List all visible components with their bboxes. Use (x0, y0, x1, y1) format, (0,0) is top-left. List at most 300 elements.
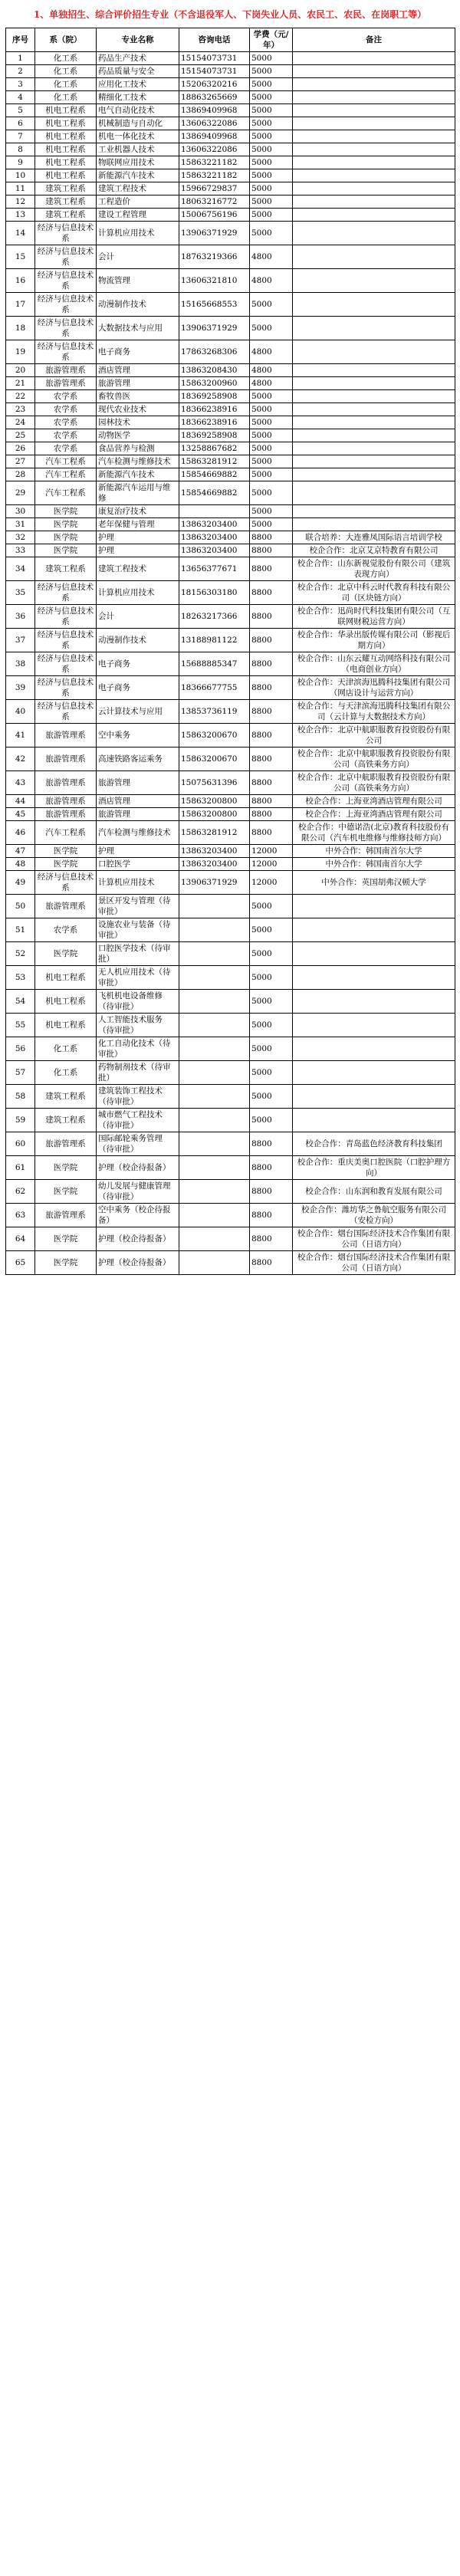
cell-phone (179, 505, 250, 518)
cell-phone: 13606322086 (179, 117, 250, 130)
cell-note (293, 156, 455, 169)
table-row (6, 1227, 455, 1251)
cell-note (293, 895, 455, 918)
cell-note (293, 942, 455, 966)
cell-major: 机械制造与自动化 (97, 117, 179, 130)
table-row (6, 317, 455, 340)
cell-note (293, 364, 455, 377)
table-row (6, 377, 455, 390)
table-row (6, 629, 455, 652)
cell-phone (179, 1204, 250, 1227)
cell-note: 校企合作：青岛蓝色经济教育科技集团 (293, 1132, 455, 1156)
cell-fee: 4800 (250, 377, 293, 390)
cell-note (293, 1037, 455, 1061)
cell-fee: 5000 (250, 91, 293, 104)
cell-phone: 13258867682 (179, 442, 250, 455)
cell-fee: 5000 (250, 416, 293, 429)
cell-fee: 5000 (250, 895, 293, 918)
cell-phone: 13656377671 (179, 557, 250, 581)
cell-no: 35 (6, 581, 35, 605)
cell-fee: 8800 (250, 700, 293, 724)
cell-note (293, 1109, 455, 1132)
cell-dept: 化工系 (35, 65, 97, 78)
cell-fee: 8800 (250, 1204, 293, 1227)
cell-dept: 旅游管理系 (35, 895, 97, 918)
cell-note: 中外合作：英国胡弗汉顿大学 (293, 871, 455, 895)
cell-dept: 汽车工程系 (35, 455, 97, 468)
cell-phone (179, 1037, 250, 1061)
cell-phone: 15966729837 (179, 182, 250, 196)
cell-note (293, 416, 455, 429)
cell-fee: 5000 (250, 1085, 293, 1109)
cell-fee: 5000 (250, 442, 293, 455)
cell-dept: 机电工程系 (35, 104, 97, 117)
table-row (6, 808, 455, 821)
cell-no: 55 (6, 1014, 35, 1037)
cell-phone: 15863200960 (179, 377, 250, 390)
cell-no: 6 (6, 117, 35, 130)
header-dept: 系（院） (35, 28, 97, 52)
cell-dept: 旅游管理系 (35, 1204, 97, 1227)
cell-fee: 5000 (250, 104, 293, 117)
cell-phone: 15863221182 (179, 169, 250, 182)
cell-dept: 农学系 (35, 416, 97, 429)
cell-major: 物流管理 (97, 269, 179, 293)
cell-dept: 经济与信息技术系 (35, 293, 97, 317)
cell-note (293, 1014, 455, 1037)
cell-no: 61 (6, 1156, 35, 1180)
cell-fee: 5000 (250, 1037, 293, 1061)
table-row (6, 340, 455, 364)
cell-major: 动物医学 (97, 429, 179, 442)
cell-dept: 化工系 (35, 1037, 97, 1061)
cell-note (293, 505, 455, 518)
cell-note: 校企合作：北京中科云时代教育科技有限公司（区块链方向） (293, 581, 455, 605)
cell-major: 老年保健与管理 (97, 518, 179, 531)
cell-major: 精细化工技术 (97, 91, 179, 104)
cell-no: 39 (6, 676, 35, 700)
cell-note (293, 293, 455, 317)
cell-no: 2 (6, 65, 35, 78)
cell-phone: 13863203400 (179, 531, 250, 544)
cell-major: 酒店管理 (97, 795, 179, 808)
cell-dept: 农学系 (35, 390, 97, 403)
cell-dept: 旅游管理系 (35, 748, 97, 771)
cell-fee: 8800 (250, 676, 293, 700)
cell-no: 38 (6, 652, 35, 676)
cell-major: 电子商务 (97, 340, 179, 364)
cell-major: 物联网应用技术 (97, 156, 179, 169)
cell-no: 60 (6, 1132, 35, 1156)
cell-major: 建筑工程技术 (97, 557, 179, 581)
cell-fee: 5000 (250, 293, 293, 317)
cell-fee: 8800 (250, 1132, 293, 1156)
cell-dept: 建筑工程系 (35, 209, 97, 222)
cell-fee: 8800 (250, 531, 293, 544)
cell-dept: 经济与信息技术系 (35, 317, 97, 340)
cell-note: 校企合作：与天津滨海迅腾科技集团有限公司（云计算与大数据技术方向） (293, 700, 455, 724)
cell-fee: 12000 (250, 871, 293, 895)
cell-no: 13 (6, 209, 35, 222)
cell-note (293, 269, 455, 293)
cell-no: 24 (6, 416, 35, 429)
cell-no: 30 (6, 505, 35, 518)
header-no: 序号 (6, 28, 35, 52)
cell-fee: 8800 (250, 1180, 293, 1204)
cell-note (293, 390, 455, 403)
cell-phone: 15863200670 (179, 724, 250, 748)
cell-fee: 5000 (250, 78, 293, 91)
cell-phone: 13863208430 (179, 364, 250, 377)
cell-major: 计算机应用技术 (97, 581, 179, 605)
cell-no: 20 (6, 364, 35, 377)
cell-fee: 5000 (250, 990, 293, 1014)
cell-major: 药品质量与安全 (97, 65, 179, 78)
cell-phone: 13188981122 (179, 629, 250, 652)
cell-dept: 化工系 (35, 1061, 97, 1085)
table-row (6, 104, 455, 117)
cell-no: 40 (6, 700, 35, 724)
header-phone: 咨询电话 (179, 28, 250, 52)
cell-note: 校企合作：北京中航职服教育投资股份有限公司 (293, 724, 455, 748)
cell-fee: 5000 (250, 468, 293, 481)
cell-fee: 4800 (250, 364, 293, 377)
table-row (6, 895, 455, 918)
cell-major: 护理（校企待报备） (97, 1227, 179, 1251)
cell-phone (179, 1132, 250, 1156)
cell-fee: 5000 (250, 182, 293, 196)
cell-no: 19 (6, 340, 35, 364)
table-row (6, 416, 455, 429)
table-row (6, 557, 455, 581)
cell-note (293, 377, 455, 390)
cell-fee: 5000 (250, 117, 293, 130)
cell-dept: 机电工程系 (35, 169, 97, 182)
cell-major: 化工自动化技术（待审批） (97, 1037, 179, 1061)
table-row (6, 966, 455, 990)
cell-fee: 5000 (250, 222, 293, 245)
cell-phone: 17863268306 (179, 340, 250, 364)
cell-no: 3 (6, 78, 35, 91)
cell-major: 工业机器人技术 (97, 143, 179, 156)
cell-fee: 8800 (250, 808, 293, 821)
cell-note (293, 222, 455, 245)
table-row (6, 700, 455, 724)
cell-phone (179, 990, 250, 1014)
cell-note (293, 182, 455, 196)
cell-note (293, 966, 455, 990)
cell-phone: 15154073731 (179, 65, 250, 78)
cell-fee: 4800 (250, 340, 293, 364)
cell-phone: 18156303180 (179, 581, 250, 605)
cell-no: 17 (6, 293, 35, 317)
cell-fee: 5000 (250, 156, 293, 169)
cell-no: 44 (6, 795, 35, 808)
cell-major: 应用化工技术 (97, 78, 179, 91)
cell-fee: 5000 (250, 518, 293, 531)
cell-major: 工程造价 (97, 196, 179, 209)
table-row (6, 1037, 455, 1061)
cell-dept: 农学系 (35, 403, 97, 416)
cell-no: 49 (6, 871, 35, 895)
cell-dept: 旅游管理系 (35, 377, 97, 390)
cell-no: 45 (6, 808, 35, 821)
cell-phone: 13863203400 (179, 858, 250, 871)
cell-no: 54 (6, 990, 35, 1014)
cell-dept: 机电工程系 (35, 156, 97, 169)
admissions-table (5, 28, 455, 1275)
table-row (6, 581, 455, 605)
cell-fee: 5000 (250, 429, 293, 442)
cell-fee: 5000 (250, 390, 293, 403)
cell-fee: 5000 (250, 1014, 293, 1037)
cell-no: 23 (6, 403, 35, 416)
cell-dept: 农学系 (35, 918, 97, 942)
cell-phone (179, 1227, 250, 1251)
cell-note: 校企合作：上海亚湾酒店管理有限公司 (293, 795, 455, 808)
table-row (6, 942, 455, 966)
cell-major: 幼儿发展与健康管理（待审批） (97, 1180, 179, 1204)
table-row (6, 652, 455, 676)
cell-dept: 建筑工程系 (35, 1109, 97, 1132)
cell-no: 10 (6, 169, 35, 182)
cell-no: 9 (6, 156, 35, 169)
cell-dept: 经济与信息技术系 (35, 222, 97, 245)
table-row (6, 403, 455, 416)
cell-dept: 经济与信息技术系 (35, 676, 97, 700)
cell-fee: 12000 (250, 858, 293, 871)
table-row (6, 245, 455, 269)
table-row (6, 196, 455, 209)
table-header-row (6, 28, 455, 52)
table-row (6, 269, 455, 293)
cell-dept: 医学院 (35, 1227, 97, 1251)
cell-phone (179, 895, 250, 918)
table-row (6, 531, 455, 544)
cell-major: 食品营养与检测 (97, 442, 179, 455)
cell-major: 空中乘务 (97, 724, 179, 748)
cell-note (293, 196, 455, 209)
table-row (6, 1156, 455, 1180)
cell-note (293, 403, 455, 416)
cell-no: 47 (6, 845, 35, 858)
cell-phone (179, 1251, 250, 1275)
cell-phone: 15863200800 (179, 808, 250, 821)
cell-major: 建筑工程技术 (97, 182, 179, 196)
cell-fee: 5000 (250, 966, 293, 990)
cell-major: 汽车检测与维修技术 (97, 821, 179, 845)
cell-note: 校企合作：中德诺浩(北京)教育科技股份有限公司（汽车机电维修与维修技师方向） (293, 821, 455, 845)
table-row (6, 65, 455, 78)
table-row (6, 1061, 455, 1085)
table-row (6, 364, 455, 377)
cell-note: 中外合作：韩国南首尔大学 (293, 858, 455, 871)
cell-note (293, 130, 455, 143)
cell-note (293, 1085, 455, 1109)
cell-dept: 旅游管理系 (35, 795, 97, 808)
cell-phone: 18366677755 (179, 676, 250, 700)
table-row (6, 1014, 455, 1037)
cell-dept: 经济与信息技术系 (35, 629, 97, 652)
table-row (6, 1251, 455, 1275)
cell-fee: 5000 (250, 196, 293, 209)
cell-note: 校企合作：烟台国际经济技术合作集团有限公司（日语方向） (293, 1227, 455, 1251)
cell-major: 城市燃气工程技术（待审批） (97, 1109, 179, 1132)
cell-phone: 15206320216 (179, 78, 250, 91)
table-row (6, 795, 455, 808)
cell-major: 康复治疗技术 (97, 505, 179, 518)
cell-note (293, 317, 455, 340)
cell-fee: 8800 (250, 605, 293, 629)
cell-phone: 13853736119 (179, 700, 250, 724)
cell-note (293, 78, 455, 91)
cell-dept: 医学院 (35, 845, 97, 858)
cell-no: 37 (6, 629, 35, 652)
cell-fee: 5000 (250, 403, 293, 416)
cell-phone: 15075631396 (179, 771, 250, 795)
cell-fee: 5000 (250, 1109, 293, 1132)
cell-note (293, 468, 455, 481)
cell-dept: 建筑工程系 (35, 196, 97, 209)
cell-no: 57 (6, 1061, 35, 1085)
cell-phone: 13863203400 (179, 845, 250, 858)
cell-major: 计算机应用技术 (97, 222, 179, 245)
cell-fee: 4800 (250, 245, 293, 269)
cell-phone: 18366238916 (179, 403, 250, 416)
cell-fee: 5000 (250, 1061, 293, 1085)
cell-major: 国际邮轮乘务管理（待审批） (97, 1132, 179, 1156)
cell-note: 校企合作：山东新视觉股份有限公司（建筑表现方向） (293, 557, 455, 581)
cell-phone: 15863281912 (179, 821, 250, 845)
cell-phone (179, 1085, 250, 1109)
cell-major: 无人机应用技术（待审批） (97, 966, 179, 990)
cell-no: 28 (6, 468, 35, 481)
cell-note (293, 1061, 455, 1085)
cell-major: 汽车检测与维修技术 (97, 455, 179, 468)
cell-dept: 旅游管理系 (35, 364, 97, 377)
cell-major: 旅游管理 (97, 771, 179, 795)
cell-fee: 8800 (250, 1156, 293, 1180)
cell-note (293, 104, 455, 117)
cell-fee: 5000 (250, 505, 293, 518)
table-row (6, 182, 455, 196)
cell-phone: 18863265669 (179, 91, 250, 104)
cell-no: 7 (6, 130, 35, 143)
cell-no: 34 (6, 557, 35, 581)
table-row (6, 676, 455, 700)
cell-dept: 医学院 (35, 1156, 97, 1180)
header-fee: 学费（元/年） (250, 28, 293, 52)
cell-dept: 汽车工程系 (35, 468, 97, 481)
cell-phone: 18369258908 (179, 390, 250, 403)
cell-major: 现代农业技术 (97, 403, 179, 416)
cell-note (293, 340, 455, 364)
cell-no: 58 (6, 1085, 35, 1109)
cell-fee: 8800 (250, 544, 293, 557)
cell-phone: 15854669882 (179, 481, 250, 505)
cell-phone: 13869409968 (179, 104, 250, 117)
cell-dept: 医学院 (35, 858, 97, 871)
cell-note (293, 481, 455, 505)
cell-note: 校企合作：山东云耀互动网络科技有限公司（电商创业方向） (293, 652, 455, 676)
cell-fee: 8800 (250, 771, 293, 795)
cell-fee: 8800 (250, 557, 293, 581)
cell-fee: 12000 (250, 845, 293, 858)
cell-no: 22 (6, 390, 35, 403)
cell-dept: 农学系 (35, 429, 97, 442)
cell-major: 会计 (97, 245, 179, 269)
cell-major: 护理（校企待报备） (97, 1251, 179, 1275)
cell-phone: 13606321810 (179, 269, 250, 293)
cell-phone (179, 1109, 250, 1132)
cell-dept: 建筑工程系 (35, 557, 97, 581)
cell-phone: 18763219366 (179, 245, 250, 269)
cell-major: 电子商务 (97, 676, 179, 700)
cell-dept: 化工系 (35, 91, 97, 104)
cell-dept: 机电工程系 (35, 117, 97, 130)
cell-no: 11 (6, 182, 35, 196)
cell-dept: 医学院 (35, 518, 97, 531)
cell-major: 大数据技术与应用 (97, 317, 179, 340)
cell-no: 33 (6, 544, 35, 557)
cell-no: 41 (6, 724, 35, 748)
cell-note (293, 143, 455, 156)
cell-dept: 机电工程系 (35, 966, 97, 990)
cell-note: 校企合作：烟台国际经济技术合作集团有限公司（日语方向） (293, 1251, 455, 1275)
cell-major: 电气自动化技术 (97, 104, 179, 117)
cell-major: 飞机机电设备维修（待审批） (97, 990, 179, 1014)
cell-phone (179, 1014, 250, 1037)
cell-dept: 经济与信息技术系 (35, 340, 97, 364)
cell-dept: 经济与信息技术系 (35, 581, 97, 605)
cell-note: 校企合作：华录出版传媒有限公司（影视后期方向） (293, 629, 455, 652)
table-row (6, 1180, 455, 1204)
cell-phone: 18369258908 (179, 429, 250, 442)
cell-note: 校企合作：潍坊华之鲁航空服务有限公司（安检方向） (293, 1204, 455, 1227)
table-row (6, 429, 455, 442)
table-row (6, 858, 455, 871)
cell-major: 新能源汽车技术 (97, 468, 179, 481)
cell-dept: 机电工程系 (35, 1014, 97, 1037)
cell-major: 旅游管理 (97, 377, 179, 390)
cell-phone (179, 1156, 250, 1180)
cell-note (293, 429, 455, 442)
cell-no: 50 (6, 895, 35, 918)
header-major: 专业名称 (97, 28, 179, 52)
cell-note (293, 455, 455, 468)
cell-phone: 18263217366 (179, 605, 250, 629)
table-row (6, 91, 455, 104)
cell-no: 53 (6, 966, 35, 990)
cell-phone (179, 966, 250, 990)
table-row (6, 156, 455, 169)
cell-phone (179, 1180, 250, 1204)
table-row (6, 390, 455, 403)
cell-note (293, 918, 455, 942)
cell-major: 新能源汽车技术 (97, 169, 179, 182)
cell-note: 校企合作：上海亚湾酒店管理有限公司 (293, 808, 455, 821)
cell-no: 36 (6, 605, 35, 629)
cell-dept: 旅游管理系 (35, 724, 97, 748)
cell-major: 口腔医学 (97, 858, 179, 871)
cell-fee: 8800 (250, 724, 293, 748)
table-row (6, 209, 455, 222)
cell-no: 12 (6, 196, 35, 209)
cell-note: 校企合作：重庆美奥口腔医院（口腔护理方向） (293, 1156, 455, 1180)
table-row (6, 990, 455, 1014)
cell-no: 29 (6, 481, 35, 505)
table-body (6, 52, 455, 1275)
